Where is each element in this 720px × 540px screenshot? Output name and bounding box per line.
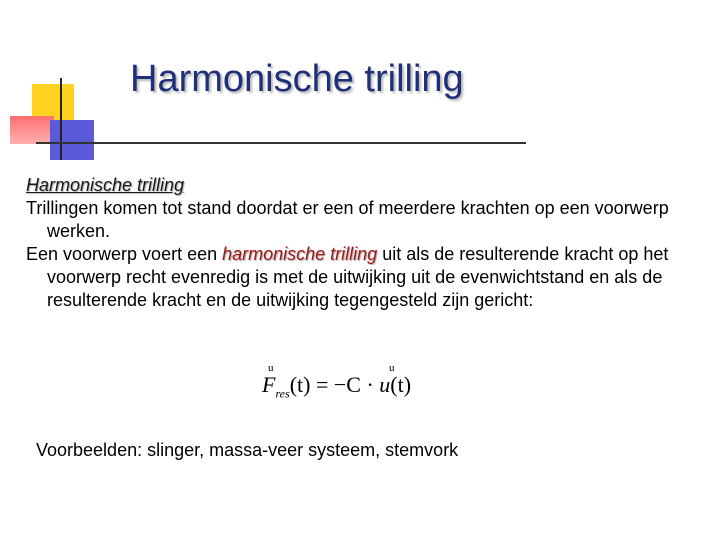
formula-displacement-symbol: u	[379, 372, 391, 397]
highlight-term: harmonische trilling	[222, 244, 378, 264]
examples-line: Voorbeelden: slinger, massa-veer systeem, stemvork	[36, 440, 459, 460]
formula-equals: = −C ·	[310, 372, 380, 397]
subheading-row	[26, 174, 706, 197]
paragraph-condition-start: Een voorwerp voert een	[26, 244, 223, 264]
subheading-link[interactable]: Harmonische trilling	[26, 175, 185, 195]
formula-rhs-arg: (t)	[390, 372, 412, 397]
paragraph-condition	[26, 243, 706, 312]
vector-mark-u: u	[389, 362, 395, 374]
decor-vertical-line	[60, 78, 62, 160]
formula-force-symbol: F	[262, 372, 276, 397]
paragraph-definition: Trillingen komen tot stand doordat er een of meerdere krachten op een voorwerp werken.	[26, 198, 669, 241]
formula-subscript: res	[275, 386, 290, 401]
vector-mark-f: u	[268, 362, 274, 374]
slide-body	[26, 174, 706, 312]
slide-title: Harmonische trilling	[130, 58, 464, 100]
decor-square-red	[10, 116, 54, 144]
formula-lhs-arg: (t)	[289, 372, 311, 397]
decor-square-blue	[50, 120, 94, 160]
paragraph-condition-end: uit als de resulterende kracht op het voorwerp recht evenredig is met de uitwijking uit de evenwichtstand en als de resulterende kracht en de uitwijking tegengesteld zijn gericht:	[47, 244, 669, 310]
force-formula	[262, 362, 442, 410]
title-underline	[36, 142, 526, 144]
